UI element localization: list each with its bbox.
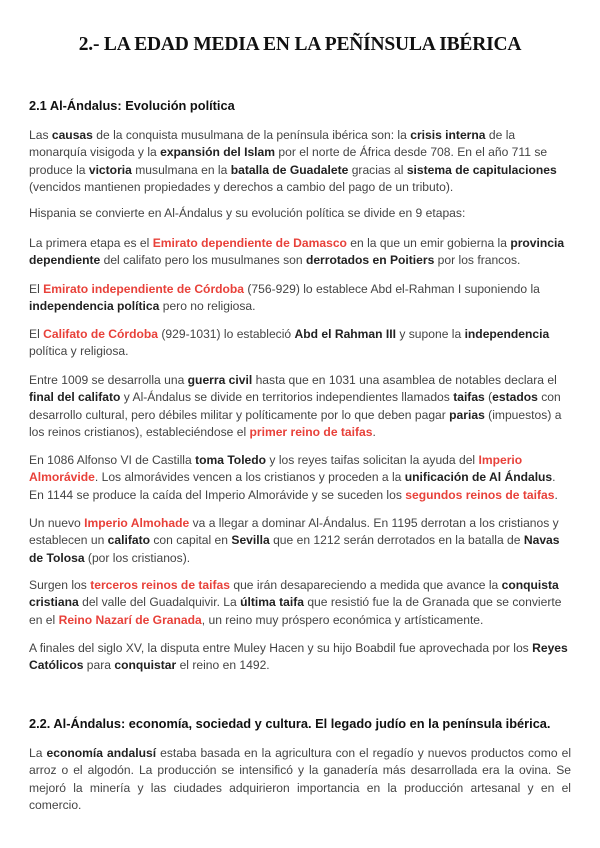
bold-term: estados (492, 390, 538, 405)
bold-term: conquistar (114, 658, 177, 673)
text-run: el reino en 1492. (176, 658, 270, 673)
highlighted-term: Imperio Almorávide (29, 453, 523, 485)
document-title: 2.- LA EDAD MEDIA EN LA PEÑÍNSULA IBÉRICA (78, 34, 522, 55)
bold-term: taifas (453, 390, 485, 405)
text-run: y los reyes taifas solicitan la ayuda del (266, 453, 479, 467)
bold-term: guerra civil (187, 373, 253, 387)
bold-term: califato (107, 533, 151, 548)
text-run: , un reino muy próspero económica y artísticamente. (201, 612, 484, 627)
bold-term: crisis interna (410, 128, 486, 142)
paragraph-causas (29, 127, 571, 197)
text-run: del califato pero los musulmanes son (100, 253, 306, 268)
text-run: . En 1144 se produce la caída del Imperio Almorávide y se suceden los (29, 470, 556, 502)
text-run: (929-1031) lo estableció (158, 327, 295, 341)
text-run: que resistió fue la de Granada que se convierte en el (29, 595, 562, 627)
text-run: El (29, 282, 44, 296)
bold-term: Sevilla (231, 533, 270, 548)
text-run: con capital en (150, 533, 232, 548)
text-run: El (29, 327, 44, 341)
text-run: va a llegar a dominar Al-Ándalus. En 1195 derrotan a los cristianos y establecen un (29, 516, 559, 548)
text-run: en la que un emir gobierna la (346, 236, 511, 250)
text-run: que irán desapareciendo a medida que avance la (230, 578, 502, 592)
paragraph-granada (29, 577, 571, 629)
paragraph-reyes-catolicos (29, 640, 571, 675)
bold-term: provincia dependiente (29, 236, 565, 268)
text-run: La (29, 746, 47, 760)
bold-term: batalla de Guadalete (230, 162, 349, 177)
paragraph-almohades (29, 515, 571, 567)
text-run: Entre 1009 se desarrolla una (29, 373, 188, 387)
bold-term: parias (449, 407, 485, 422)
text-run: En 1086 Alfonso VI de Castilla (29, 453, 196, 467)
paragraph-emirato-dependiente (29, 235, 571, 270)
paragraph-almoravides (29, 452, 571, 504)
paragraph-taifas (29, 372, 571, 442)
section-heading-al-andalus-politica: 2.1 Al-Ándalus: Evolución política (29, 98, 235, 113)
bold-term: Reyes Católicos (29, 641, 568, 673)
bold-term: independencia política (29, 299, 160, 314)
text-run: (impuestos) a los reinos cristianos), estableciéndose el (29, 407, 562, 440)
bold-term: última taifa (240, 595, 304, 610)
paragraph-economia (29, 745, 571, 815)
bold-term: victoria (88, 162, 132, 177)
text-run: Surgen los (29, 578, 91, 592)
highlighted-term: Califato de Córdoba (43, 327, 159, 341)
text-run: . (554, 487, 558, 502)
text-run: por el norte de África desde 708. En el año 711 se produce la (29, 145, 548, 177)
text-run: (756-929) lo establece Abd el-Rahman I suponiendo la (244, 282, 540, 296)
text-run: con desarrollo cultural, pero débiles militar y políticamente por lo que deben pagar (29, 390, 561, 422)
bold-term: Abd el Rahman III (294, 327, 396, 341)
highlighted-term: terceros reinos de taifas (90, 578, 230, 592)
text-run: . Los almorávides vencen a los cristianos y proceden a la (94, 470, 405, 485)
highlighted-term: Emirato independiente de Córdoba (43, 282, 245, 296)
section-heading-economia-sociedad: 2.2. Al-Ándalus: economía, sociedad y cultura. El legado judío en la península ibérica. (29, 716, 551, 731)
highlighted-term: Emirato dependiente de Damasco (152, 236, 347, 250)
text-run: y Al-Ándalus se divide en territorios independientes llamados (120, 390, 454, 405)
text-run: Un nuevo (29, 516, 85, 530)
bold-term: Navas de Tolosa (29, 533, 560, 565)
paragraph-califato (29, 326, 571, 361)
highlighted-term: primer reino de taifas (249, 425, 373, 440)
highlighted-term: Imperio Almohade (84, 516, 190, 530)
bold-term: independencia (464, 327, 550, 341)
text-run: La primera etapa es el (29, 236, 153, 250)
highlighted-term: segundos reinos de taifas (405, 487, 555, 502)
text-run: musulmana en la (131, 162, 231, 177)
bold-term: derrotados en Poitiers (305, 253, 435, 268)
bold-term: toma Toledo (195, 453, 267, 467)
text-run: de la monarquía visigoda y la (29, 128, 516, 160)
paragraph-hispania (29, 205, 571, 222)
text-run: (vencidos mantienen propiedades y derechos a cambio del pago de un tributo). (29, 180, 454, 195)
text-run: gracias al (348, 162, 407, 177)
text-run: por los francos. (434, 253, 521, 268)
text-run: política y religiosa. (29, 344, 129, 359)
text-run: (por los cristianos). (84, 550, 191, 565)
text-run: pero no religiosa. (159, 299, 256, 314)
paragraph-emirato-independiente (29, 281, 571, 316)
text-run: y supone la (395, 327, 465, 341)
text-run: para (83, 658, 115, 673)
text-run: Las (29, 128, 52, 142)
text-run: de la conquista musulmana de la península ibérica son: la (92, 128, 411, 142)
highlighted-term: Reino Nazarí de Granada (58, 612, 202, 627)
text-run: Hispania se convierte en Al-Ándalus y su evolución política se divide en 9 etapas: (29, 206, 466, 220)
bold-term: expansión del Islam (160, 145, 276, 160)
bold-term: causas (51, 128, 93, 142)
bold-term: final del califato (29, 390, 121, 405)
text-run: estaba basada en la agricultura con el regadío y nuevos productos como el arroz o el algodón. La producción se intensificó y la ganadería más desarrollada era la ovina. Se mejoró la minería y las ciudades adquirieron importancia en la producción artesanal y en el comercio. (29, 746, 572, 813)
text-run: del valle del Guadalquivir. La (78, 595, 241, 610)
bold-term: economía andalusí (46, 746, 157, 760)
text-run: A finales del siglo XV, la disputa entre Muley Hacen y su hijo Boabdil fue aprovechada por los (29, 641, 533, 655)
text-run: . (372, 425, 376, 440)
bold-term: conquista cristiana (29, 578, 559, 610)
bold-term: sistema de capitulaciones (406, 162, 557, 177)
text-run: ( (484, 390, 493, 405)
text-run: hasta que en 1031 una asamblea de notables declara el (252, 373, 557, 387)
bold-term: unificación de Al Ándalus (404, 470, 553, 485)
text-run: que en 1212 serán derrotados en la batalla de (269, 533, 524, 548)
